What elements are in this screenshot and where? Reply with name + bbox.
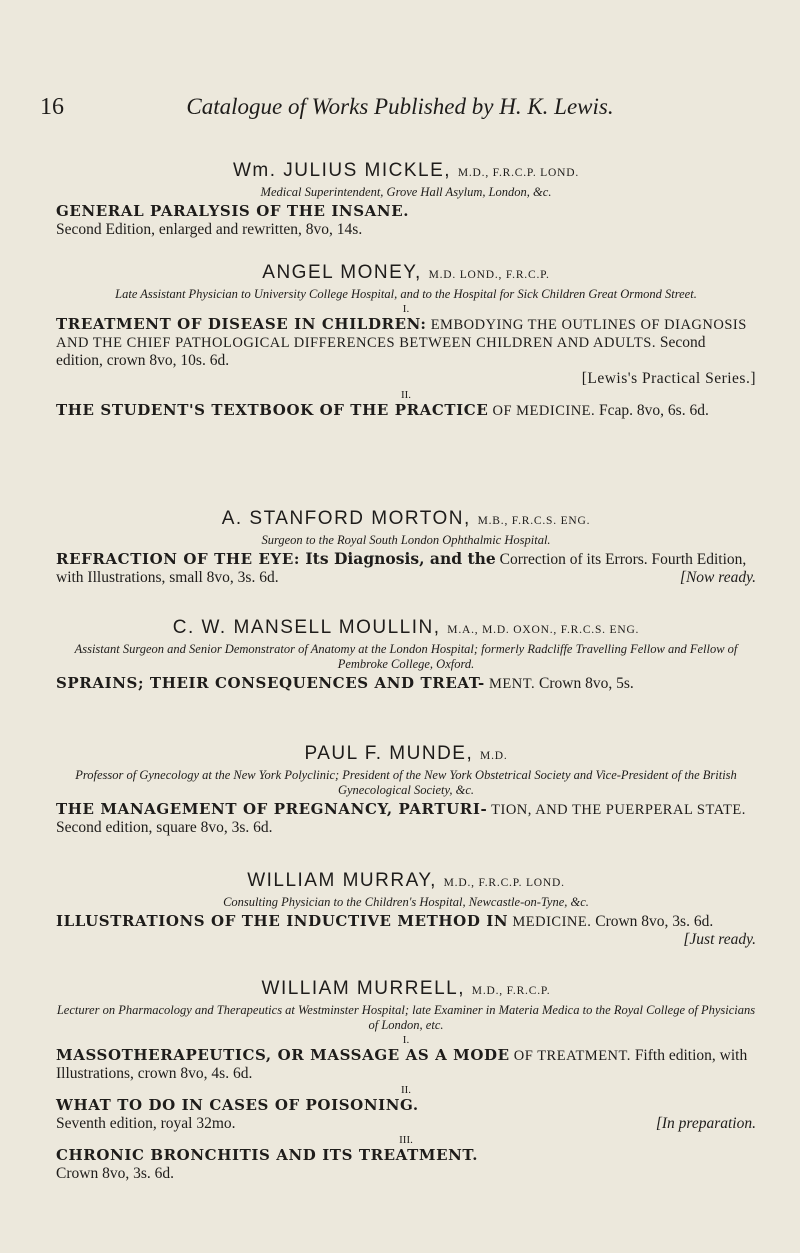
- work-details: Crown 8vo, 5s.: [535, 675, 634, 692]
- work-title: WHAT TO DO IN CASES OF POISONING.: [56, 1096, 419, 1114]
- author-line: [56, 160, 756, 184]
- work-numeral: III.: [399, 1134, 413, 1146]
- work-numeral: II.: [400, 389, 412, 401]
- entry-munde: [56, 743, 756, 837]
- work-title: THE STUDENT'S TEXTBOOK OF THE PRACTICE: [56, 401, 489, 419]
- work-details: Fcap. 8vo, 6s. 6d.: [595, 402, 709, 419]
- author-degrees: M.D., F.R.C.P. LOND.: [457, 167, 579, 179]
- work-subtitle: EMBODYING THE OUTLINES OF DIAGNOSIS AND THE CHIEF PATHOLOGICAL DIFFERENCES BETWEEN CHILDREN AND ADULTS.: [56, 317, 747, 351]
- entry-money: [56, 262, 756, 420]
- entry-murray: [56, 870, 756, 949]
- work-details: Second edition, crown 8vo, 10s. 6d.: [56, 334, 706, 369]
- work-item: [56, 315, 756, 370]
- entry-murrell: [56, 978, 756, 1183]
- entry-mickle: [56, 160, 756, 239]
- work-details: Seventh edition, royal 32mo.: [56, 1115, 236, 1132]
- work-item: [56, 550, 756, 587]
- work-details: Correction of its Errors. Fourth Edition, with Illustrations, small 8vo, 3s. 6d.: [56, 551, 747, 586]
- work-subtitle: OF MEDICINE.: [488, 403, 596, 419]
- page-number: 16: [40, 94, 64, 120]
- work-numeral: I.: [402, 1034, 410, 1046]
- entry-moullin: [56, 617, 756, 693]
- author-line: [56, 743, 756, 767]
- author-name: WILLIAM MURRAY,: [247, 870, 437, 891]
- work-item: [56, 800, 756, 837]
- work-details: Crown 8vo, 3s. 6d.: [56, 1165, 174, 1182]
- work-subtitle: OF TREATMENT.: [509, 1048, 631, 1064]
- author-position: Assistant Surgeon and Senior Demonstrator of Anatomy at the London Hospital; formerly Radcliffe Travelling Fellow and Fellow of Pembroke College, Oxford.: [74, 642, 738, 671]
- author-name: PAUL F. MUNDE,: [304, 743, 474, 764]
- author-name: ANGEL MONEY,: [262, 262, 422, 283]
- work-title: MASSOTHERAPEUTICS, OR MASSAGE AS A MODE: [56, 1046, 510, 1064]
- author-position: Consulting Physician to the Children's Hospital, Newcastle-on-Tyne, &c.: [223, 895, 589, 909]
- work-details: Second Edition, enlarged and rewritten, 8vo, 14s.: [56, 221, 363, 238]
- work-item: [56, 1096, 756, 1133]
- author-line: [56, 870, 756, 894]
- work-numeral: I.: [402, 303, 410, 315]
- work-title: REFRACTION OF THE EYE:: [56, 550, 301, 568]
- author-position: Late Assistant Physician to University College Hospital, and to the Hospital for Sick Children Great Ormond Street.: [115, 287, 697, 301]
- author-name: WILLIAM MURRELL,: [261, 978, 466, 999]
- author-position: Medical Superintendent, Grove Hall Asylum, London, &c.: [260, 185, 552, 199]
- work-item: [56, 1046, 756, 1083]
- work-title: SPRAINS; THEIR CONSEQUENCES AND TREAT-: [56, 674, 485, 692]
- author-degrees: M.A., M.D. OXON., F.R.C.S. ENG.: [447, 624, 640, 636]
- author-position: Professor of Gynecology at the New York Polyclinic; President of the New York Obstetrical Society and Vice-President of the British Gynecological Society, &c.: [75, 768, 737, 797]
- work-item: [56, 401, 756, 420]
- running-head: [40, 94, 760, 124]
- author-line: [56, 617, 756, 641]
- availability-note: [In preparation.: [655, 1115, 756, 1132]
- author-line: [56, 978, 756, 1002]
- author-degrees: M.D., F.R.C.P.: [471, 985, 551, 997]
- author-degrees: M.B., F.R.C.S. ENG.: [477, 515, 591, 527]
- work-title: TREATMENT OF DISEASE IN CHILDREN:: [56, 315, 427, 333]
- availability-note: [Just ready.: [683, 931, 756, 948]
- author-position: Surgeon to the Royal South London Ophthalmic Hospital.: [261, 533, 551, 547]
- availability-note: [Now ready.: [679, 569, 756, 586]
- author-name: Wm. JULIUS MICKLE,: [232, 160, 452, 181]
- work-numeral: II.: [400, 1084, 412, 1096]
- work-details: Crown 8vo, 3s. 6d.: [591, 913, 714, 930]
- author-name: A. STANFORD MORTON,: [221, 508, 471, 529]
- work-item: [56, 674, 756, 693]
- work-subtitle: TION, AND THE PUERPERAL STATE.: [487, 802, 746, 818]
- author-degrees: M.D.: [480, 750, 508, 762]
- running-title: Catalogue of Works Published by H. K. Lewis.: [186, 94, 614, 119]
- work-series: [Lewis's Practical Series.]: [581, 370, 756, 387]
- entry-morton: [56, 508, 756, 587]
- author-degrees: M.D. LOND., F.R.C.P.: [428, 269, 550, 281]
- work-title: GENERAL PARALYSIS OF THE INSANE.: [56, 202, 410, 220]
- work-title: ILLUSTRATIONS OF THE INDUCTIVE METHOD IN: [56, 912, 509, 930]
- work-details: Fifth edition, with Illustrations, crown 8vo, 4s. 6d.: [56, 1047, 748, 1082]
- work-subtitle: MEDICINE.: [508, 914, 592, 930]
- work-item: [56, 1146, 756, 1183]
- work-item: [56, 202, 756, 239]
- work-details: Second edition, square 8vo, 3s. 6d.: [56, 819, 273, 836]
- work-subtitle: Its Diagnosis, and the: [300, 549, 496, 568]
- work-title: THE MANAGEMENT OF PREGNANCY, PARTURI-: [56, 800, 488, 818]
- author-position: Lecturer on Pharmacology and Therapeutics at Westminster Hospital; late Examiner in Materia Medica to the Royal College of Physicians of London, etc.: [56, 1003, 756, 1032]
- author-name: C. W. MANSELL MOULLIN,: [172, 617, 441, 638]
- work-subtitle: MENT.: [484, 676, 536, 692]
- author-degrees: M.D., F.R.C.P. LOND.: [443, 877, 565, 889]
- work-title: CHRONIC BRONCHITIS AND ITS TREATMENT.: [56, 1146, 479, 1164]
- author-line: [56, 508, 756, 532]
- work-item: [56, 912, 756, 948]
- author-line: [56, 262, 756, 286]
